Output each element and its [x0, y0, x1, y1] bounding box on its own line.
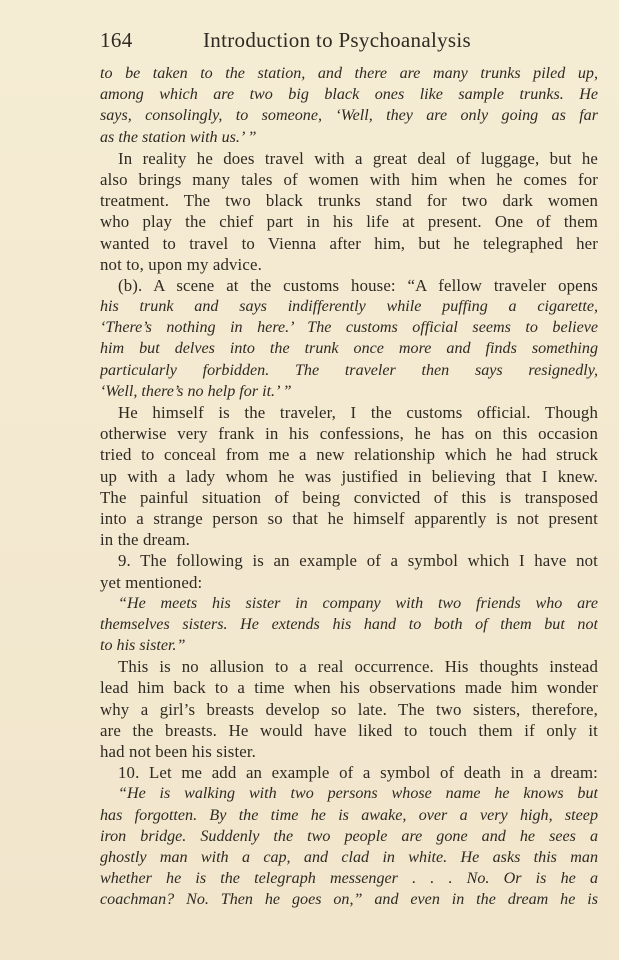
text-line: “He meets his sister in company with two friends who are: [118, 594, 598, 612]
text-line: why a girl’s breasts develop so late. The two sisters, therefore,: [100, 699, 598, 719]
body-text: [100, 63, 598, 911]
text-line: him but delves into the trunk once more and finds something: [100, 340, 598, 358]
text-line: ‘Well, there’s no help for it.’ ”: [100, 382, 292, 400]
text-line: up with a lady whom he was justified in believing that I knew.: [100, 466, 598, 486]
page-header: [100, 28, 598, 56]
text-line: has forgotten. By the time he is awake, over a very high, steep: [100, 806, 598, 824]
text-line: 9. The following is an example of a symbol which I have not: [118, 551, 598, 571]
text-line: This is no allusion to a real occurrence. His thoughts instead: [118, 657, 598, 677]
text-line: as the station with us.’ ”: [100, 128, 257, 146]
text-line: yet mentioned:: [100, 572, 203, 592]
text-line: iron bridge. Suddenly the two people are gone and he sees a: [100, 827, 598, 845]
text-line: says, consolingly, to someone, ‘Well, they are only going as far: [100, 107, 598, 125]
text-line: wanted to travel to Vienna after him, but he telegraphed her: [100, 233, 598, 253]
text-line: his trunk and says indifferently while puffing a cigarette,: [100, 298, 598, 316]
page-number: 164: [100, 28, 133, 52]
text-line: in the dream.: [100, 530, 191, 550]
text-line: not to, upon my advice.: [100, 254, 262, 274]
text-line: “He is walking with two persons whose name he knows but: [118, 785, 598, 803]
running-title: Introduction to Psychoanalysis: [203, 28, 471, 52]
text-line: also brings many tales of women with him when he comes for: [100, 169, 598, 189]
text-line: particularly forbidden. The traveler then says resignedly,: [100, 361, 598, 379]
text-line: 10. Let me add an example of a symbol of death in a dream:: [118, 763, 598, 783]
text-line: ‘There’s nothing in here.’ The customs official seems to believe: [100, 319, 598, 337]
text-line: themselves sisters. He extends his hand to both of them but not: [100, 615, 598, 633]
text-line: to his sister.”: [100, 637, 186, 655]
text-line: The painful situation of being convicted of this is transposed: [100, 487, 598, 507]
text-line: ghostly man with a cap, and clad in white. He asks this man: [100, 848, 598, 866]
text-line: lead him back to a time when his observations made him wonder: [100, 678, 598, 698]
text-line: In reality he does travel with a great deal of luggage, but he: [118, 148, 598, 168]
text-line: tried to conceal from me a new relationship which he had struck: [100, 445, 598, 465]
text-line: are the breasts. He would have liked to touch them if only it: [100, 720, 598, 740]
text-line: into a strange person so that he himself apparently is not present: [100, 508, 598, 528]
text-line: to be taken to the station, and there are many trunks piled up,: [100, 65, 598, 82]
text-line: treatment. The two black trunks stand for two dark women: [100, 191, 598, 211]
text-line: had not been his sister.: [100, 742, 257, 761]
text-line: coachman? No. Then he goes on,” and even in the dream he is: [100, 891, 598, 909]
text-line: among which are two big black ones like sample trunks. He: [100, 86, 598, 104]
text-line: who play the chief part in his life at present. One of them: [100, 212, 598, 232]
text-line: otherwise very frank in his confessions, he has on this occasion: [100, 424, 598, 444]
text-line: (b). A scene at the customs house: “A fellow traveler opens: [118, 275, 598, 295]
text-line: He himself is the traveler, I the customs official. Though: [118, 403, 598, 422]
text-line: whether he is the telegraph messenger . . . No. Or is he a: [100, 870, 598, 888]
